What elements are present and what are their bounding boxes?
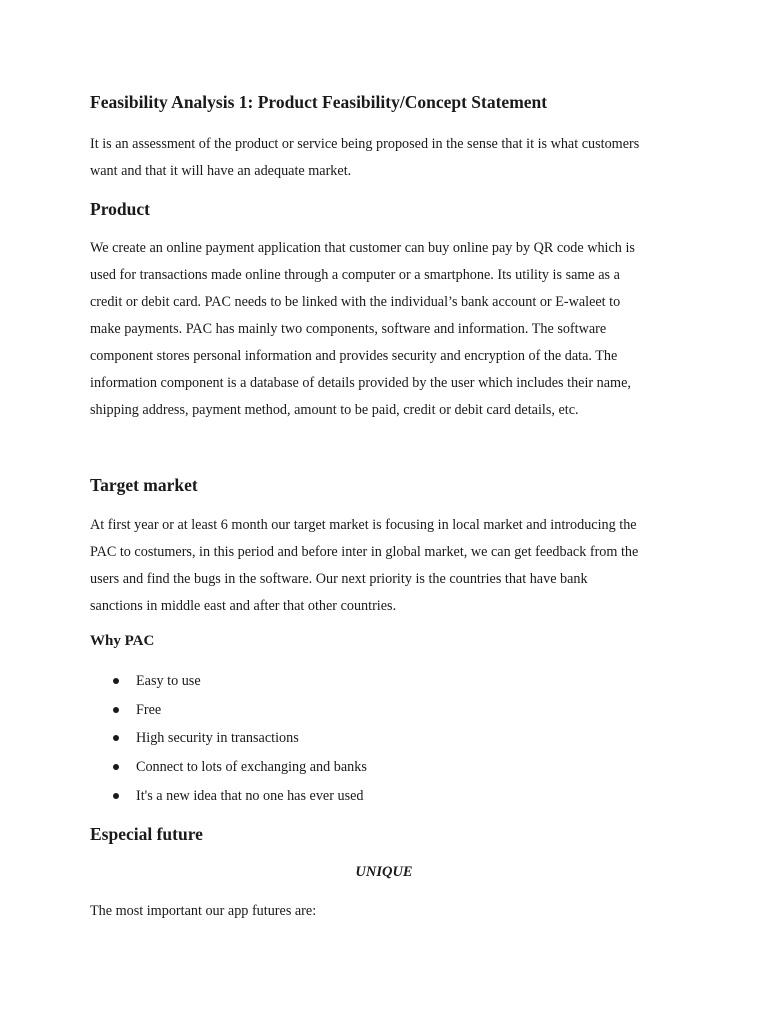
target-market-heading: Target market (90, 475, 198, 495)
list-item-text: Free (136, 701, 162, 718)
product-line: We create an online payment application that customer can buy online pay by QR code which is (90, 240, 635, 256)
bullet-icon (113, 707, 119, 713)
product-heading: Product (90, 199, 150, 219)
bullet-icon (113, 735, 119, 741)
why-pac-heading: Why PAC (90, 633, 155, 649)
target-market-line: At first year or at least 6 month our target market is focusing in local market and introducing the (90, 517, 637, 533)
bullet-icon (113, 793, 119, 799)
document-title: Feasibility Analysis 1: Product Feasibility/Concept Statement (90, 92, 548, 112)
intro-paragraph (90, 131, 639, 185)
product-line: shipping address, payment method, amount to be paid, credit or debit card details, etc. (90, 402, 579, 418)
list-item-text: Easy to use (136, 673, 201, 689)
intro-line: It is an assessment of the product or service being proposed in the sense that it is what customers (90, 136, 640, 152)
product-line: credit or debit card. PAC needs to be linked with the individual’s bank account or E-waleet to (90, 294, 621, 310)
list-item-text: High security in transactions (136, 730, 299, 747)
target-market-line: users and find the bugs in the software. Our next priority is the countries that have bank (90, 571, 588, 587)
unique-label: UNIQUE (355, 864, 413, 880)
product-line: information component is a database of details provided by the user which includes their name, (90, 375, 631, 391)
bullet-icon (113, 764, 119, 770)
intro-line: want and that it will have an adequate market. (90, 163, 352, 179)
list-item-text: Connect to lots of exchanging and banks (136, 759, 367, 776)
list-item-text: It's a new idea that no one has ever used (136, 787, 364, 804)
target-market-line: PAC to costumers, in this period and before inter in global market, we can get feedback from the (90, 544, 639, 560)
target-market-paragraph (90, 512, 638, 620)
app-futures-intro (90, 898, 316, 925)
product-line: component stores personal information and provides security and encryption of the data. The (90, 348, 618, 364)
app-futures-line: The most important our app futures are: (90, 903, 317, 919)
product-line: make payments. PAC has mainly two components, software and information. The software (90, 321, 607, 337)
bullet-icon (113, 678, 119, 684)
especial-future-heading: Especial future (90, 824, 203, 844)
product-line: used for transactions made online through a computer or a smartphone. Its utility is same as a (90, 267, 620, 283)
target-market-line: sanctions in middle east and after that other countries. (90, 598, 397, 614)
product-paragraph (90, 235, 635, 424)
